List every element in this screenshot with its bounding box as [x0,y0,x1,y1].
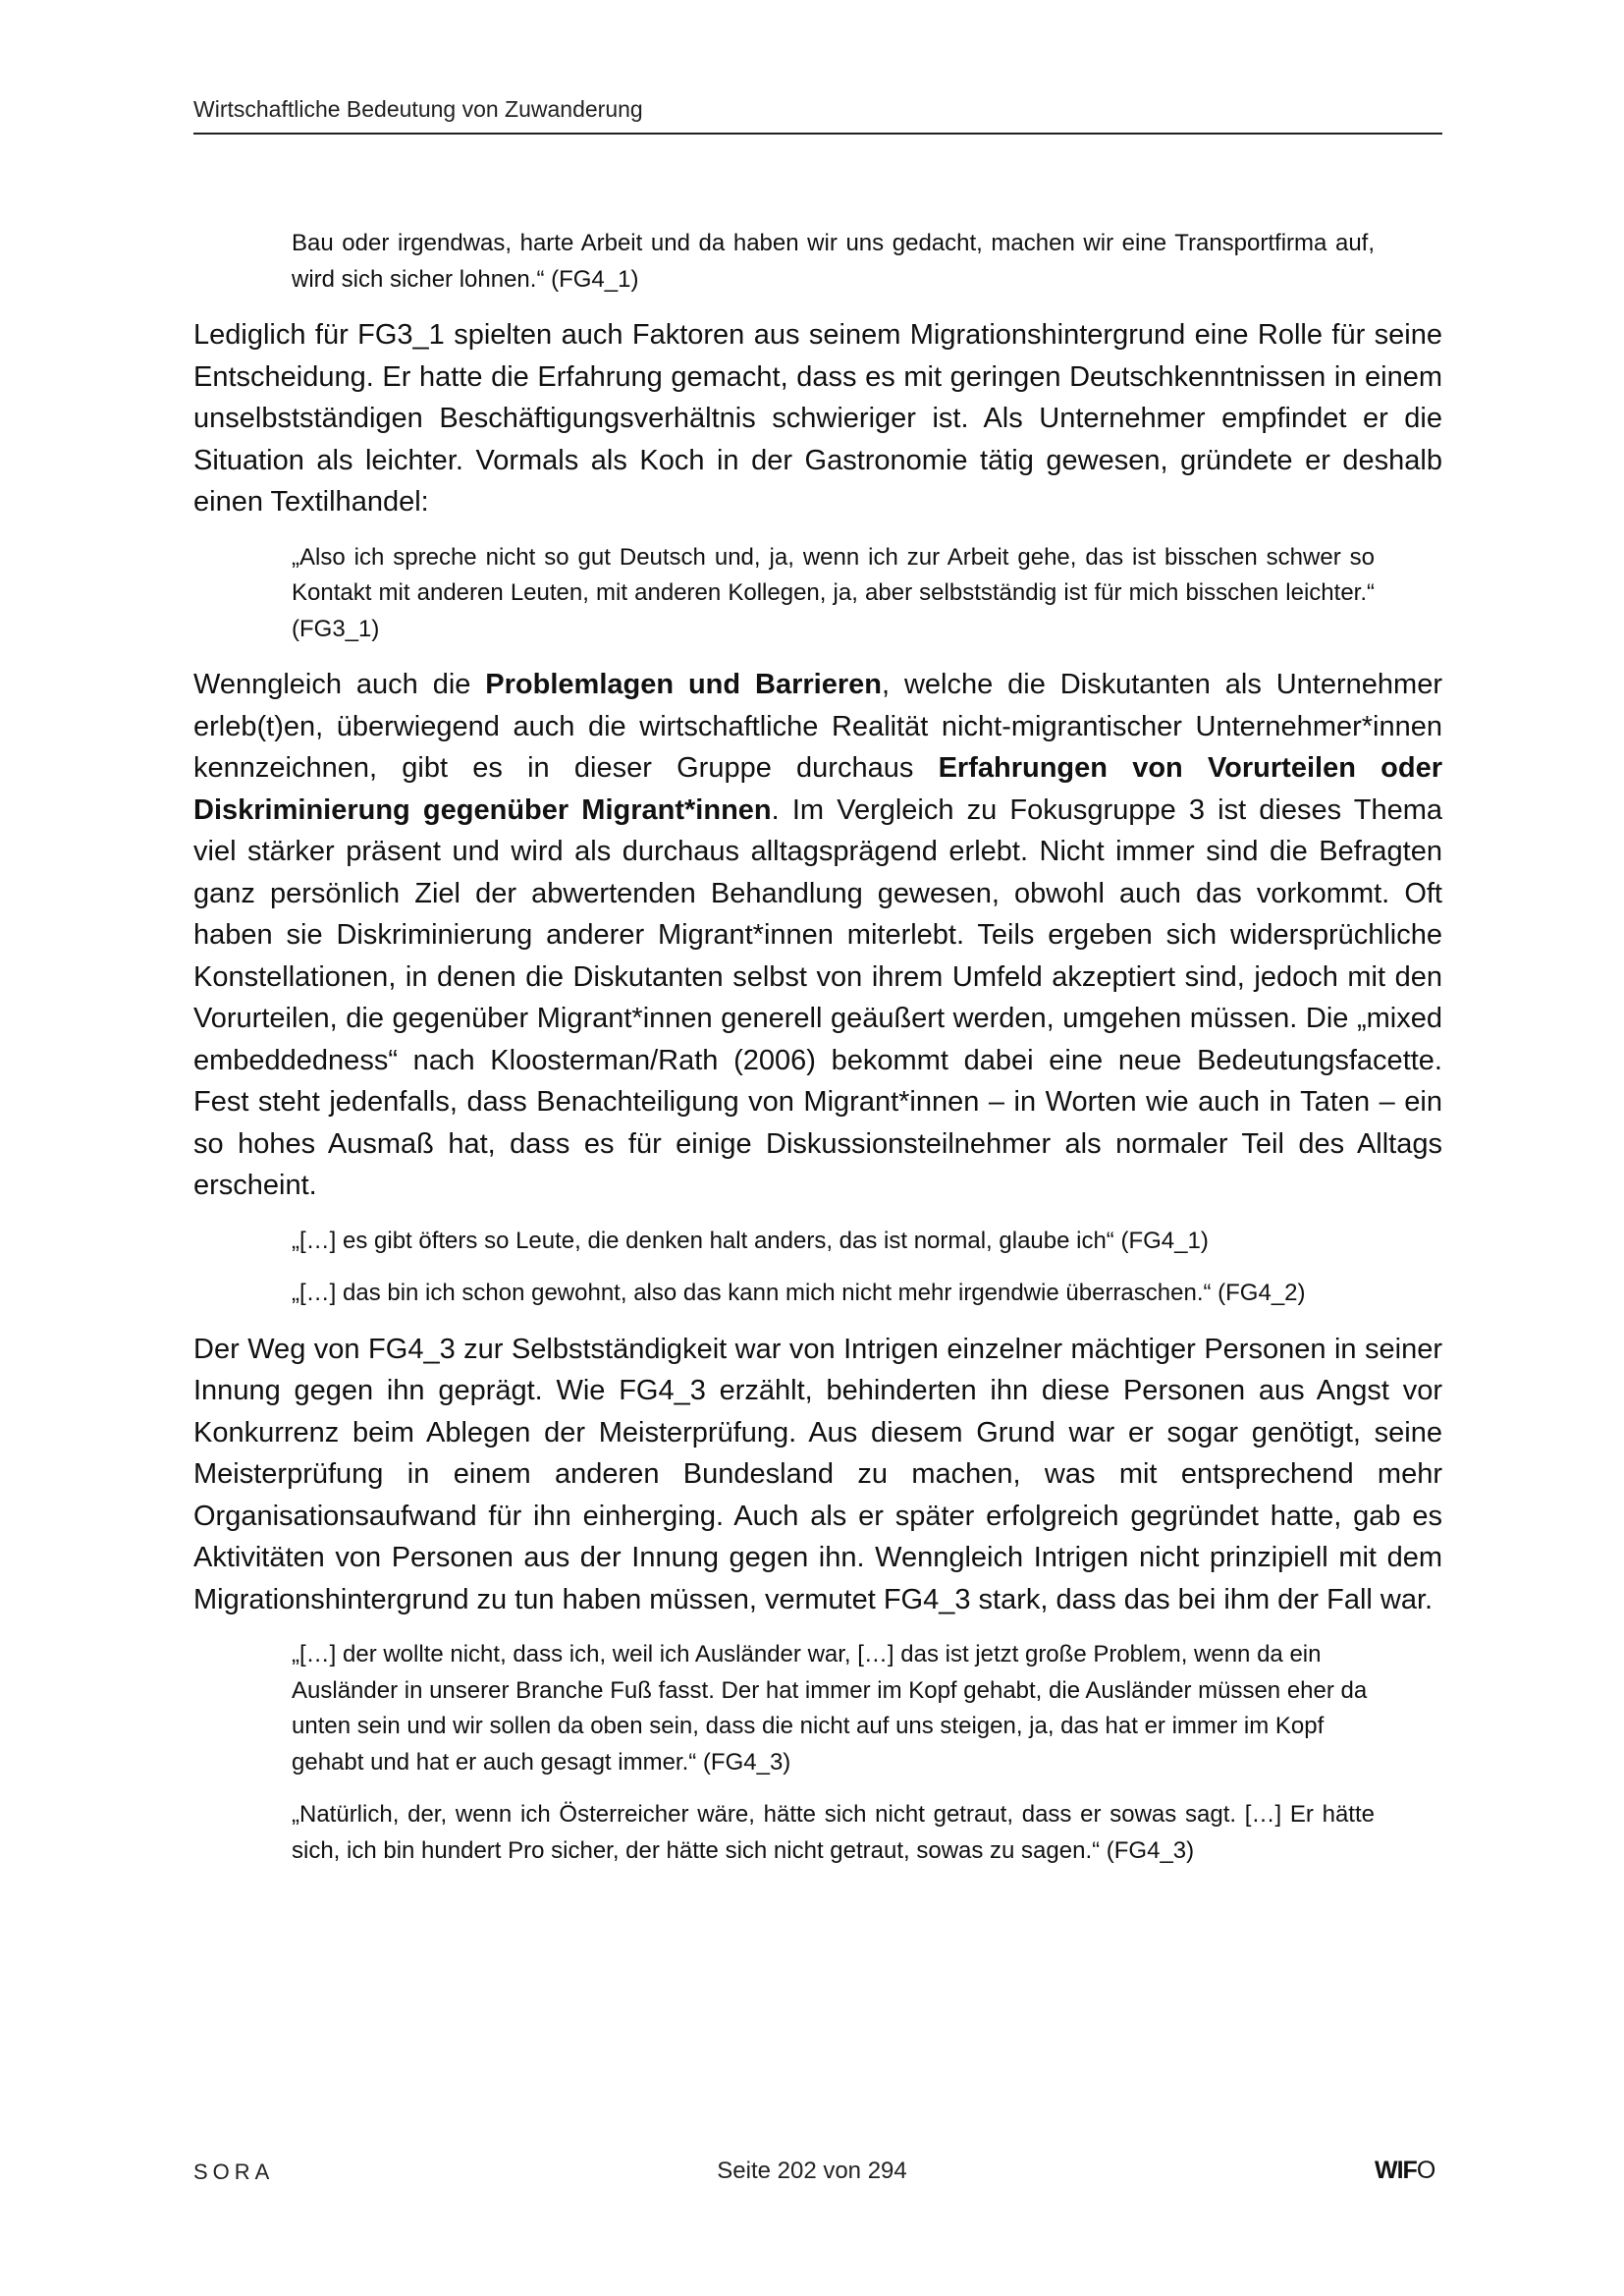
quote-fg3-1: „Also ich spreche nicht so gut Deutsch und, ja, wenn ich zur Arbeit gehe, das ist bisschen schwer so Kontakt mit anderen Leuten, mit anderen Kollegen, ja, aber selbstständig ist für mich bisschen leichter.“ (FG3_1) [292,543,1375,642]
quote-fg4-3-auslaender: „[…] der wollte nicht, dass ich, weil ich Ausländer war, […] das ist jetzt große Problem, wenn da ein Ausländer in unserer Branche Fuß fasst. Der hat immer im Kopf gehabt, die Ausländer müssen eher da unten sein und wir sollen da oben sein, dass die nicht auf uns steigen, ja, das hat er immer im Kopf gehabt und hat er auch gesagt immer.“ (FG4_3) [292,1641,1368,1776]
paragraph-discrimination [193,664,1442,1207]
logo-part: WIF [1375,2157,1417,2184]
quote-fg4-3-oesterreicher: „Natürlich, der, wenn ich Österreicher wäre, hätte sich nicht getraut, dass er sowas sagt. […] Er hätte sich, ich bin hundert Pro sicher, der hätte sich nicht getraut, sowas zu sagen.“ (FG4_3) [292,1801,1375,1864]
quote-fg4-1-normal: „[…] es gibt öfters so Leute, die denken halt anders, das ist normal, glaube ich“ (FG4_1) [292,1227,1209,1254]
bold-problemlagen: Problemlagen und Barrieren [485,669,882,700]
quote-fg4-2: „[…] das bin ich schon gewohnt, also das kann mich nicht mehr irgendwie überraschen.“ (FG4_2) [292,1280,1306,1306]
paragraph-fg4-3: Der Weg von FG4_3 zur Selbstständigkeit war von Intrigen einzelner mächtiger Personen in seiner Innung gegen ihn geprägt. Wie FG4_3 erzählt, behinderten ihn diese Personen aus Angst vor Konkurrenz beim Ablegen der Meisterprüfung. Aus diesem Grund war er sogar genötigt, seine Meisterprüfung in einem anderen Bundesland zu machen, was mit entsprechend mehr Organisationsaufwand für ihn einherging. Auch als er später erfolgreich gegründet hatte, gab es Aktivitäten von Personen aus der Innung gegen ihn. Wenngleich Intrigen nicht prinzipiell mit dem Migrationshintergrund zu tun haben müssen, vermutet FG4_3 stark, dass das bei ihm der Fall war. [193,1333,1442,1615]
paragraph-fg3-1: Lediglich für FG3_1 spielten auch Faktoren aus seinem Migrationshintergrund eine Rolle für seine Entscheidung. Er hatte die Erfahrung gemacht, dass es mit geringen Deutschkenntnissen in einem unselbstständigen Beschäftigungsverhältnis schwieriger ist. Als Unternehmer empfindet er die Situation als leichter. Vormals als Koch in der Gastronomie tätig gewesen, gründete er deshalb einen Textilhandel: [193,319,1442,518]
logo-part: O [1416,2157,1435,2184]
footer-wifo-logo [1375,2157,1435,2185]
text-run: Wenngleich auch die [193,669,486,700]
running-header: Wirtschaftliche Bedeutung von Zuwanderung [193,96,1442,135]
text-run: . Im Vergleich zu Fokusgruppe 3 ist dieses Thema viel stärker präsent und wird als durchaus alltagsprägend erlebt. Nicht immer sind die Befragten ganz persönlich Ziel der abwertenden Behandlung gewesen, obwohl auch das vorkommt. Oft haben sie Diskriminierung anderer Migrant*innen miterlebt. Teils ergeben sich widersprüchliche Konstellationen, in denen die Diskutanten selbst von ihrem Umfeld akzeptiert sind, jedoch mit den Vorurteilen, die gegenüber Migrant*innen generell geäußert werden, umgehen müssen. Die „mixed embeddedness“ nach Kloosterman/Rath (2006) bekommt dabei eine neue Bedeutungsfacette. Fest steht jedenfalls, dass Benachteiligung von Migrant*innen – in Worten wie auch in Taten – ein so hohes Ausmaß hat, dass es für einige Diskussionsteilnehmer als normaler Teil des Alltags erscheint. [193,793,1442,1201]
bold-erfahrungen: Erfahrungen von Vorurteilen oder Diskriminierung gegenüber Migrant*innen [193,752,1442,826]
page-number: Seite 202 von 294 [717,2158,907,2184]
text-run: , welche die Diskutanten als Unternehmer erleb(t)en, überwiegend auch die wirtschaftliche Realität nicht-migrantischer Unternehmer*innen kennzeichnen, gibt es in dieser Gruppe durchaus [193,669,1442,784]
page-content [193,226,1442,1886]
quote-fg4-1-transport: Bau oder irgendwas, harte Arbeit und da haben wir uns gedacht, machen wir eine Transportfirma auf, wird sich sicher lohnen.“ (FG4_1) [292,230,1375,293]
footer-sora-logo: SORA [193,2159,275,2184]
